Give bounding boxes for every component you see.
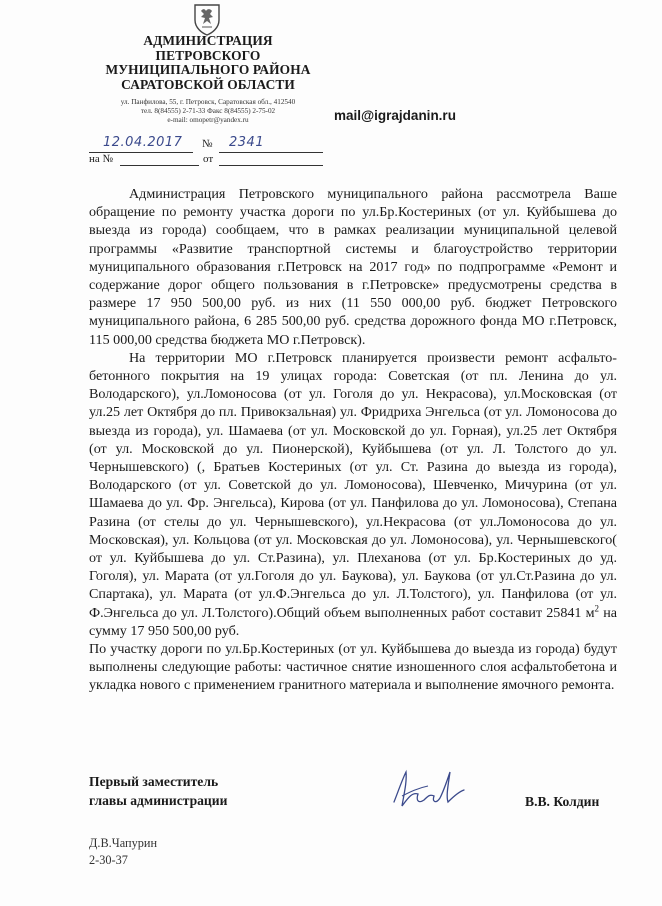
number-label: № — [202, 138, 213, 150]
number-handwritten: 2341 — [229, 135, 265, 150]
square-superscript: 2 — [594, 602, 600, 613]
executor-name: Д.В.Чапурин — [89, 836, 158, 850]
date-field — [89, 134, 193, 153]
streets-tail: на сумму 17 950 500,00 руб. — [89, 604, 617, 639]
executor-info — [89, 835, 157, 869]
coat-of-arms-icon — [190, 2, 224, 36]
org-name-line: МУНИЦИПАЛЬНОГО РАЙОНА — [105, 62, 311, 78]
ref-date-line — [219, 165, 323, 166]
streets-text: На территории МО г.Петровск планируется произвести ремонт асфальто-бетонного покрытия на 19 улицах города: Советская (от пл. Ленина до ул. Володарского), ул.Ломоносова (от ул. Гоголя до ул. Некрасова), ул.Московская (от ул.25 лет Октября до пл. Привокзальная) ул. Фридриха Энгельса (от ул. Ломоносова до выезда из города), ул. Шамаева (от ул. Московской до ул. Горная), ул.25 лет Октября (от ул. Московской до ул. Пионерской), Куйбышева (от ул. Л. Толстого до ул. Чернышевского) (, Братьев Костериных (от ул. Ст. Разина до выезда из города), Володарского (от ул. Советской до ул. Ломоносова), Шевченко, Мичурина (от ул. Шамаева до ул. Фр. Энгельса), Кирова (от ул. Панфилова до ул. Ломоносова), Степана Разина (от стелы до ул. Чернышевского), ул.Некрасова (от ул.Ломоносова до ул. Московская), ул. Кольцова (от ул. Московская до ул. Ломоносова), ул. Чернышевского( от ул. Куйбышева до ул. Ст.Разина), ул. Плеханова (от ул. Бр.Костериных до уд. Гоголя), ул. Марата (от ул.Гоголя до ул. Баукова), ул. Баукова (от ул.Ст.Разина до ул. Спартака), ул. Марата (от ул.Ф.Энгельса до ул. Л.Толстого), ул. Панфилова (от ул. Ф.Энгельса до ул. Л.Толстого).Общий объем выполненных работ составит 25841 м — [89, 349, 617, 621]
ref-number-line — [120, 165, 199, 166]
paragraph-works: По участку дороги по ул.Бр.Костериных (от ул. Куйбышева до выезда из города) будут выполнены следующие работы: частичное снятие изношенного слоя асфальтобетона и укладка нового с применением гранитного материала и выполнение ямочного ремонта. — [89, 641, 617, 694]
letter-body — [89, 185, 617, 695]
signer-position — [89, 772, 227, 810]
email-line: e-mail: omopetr@yandex.ru — [167, 116, 249, 124]
org-name-line: САРАТОВСКОЙ ОБЛАСТИ — [121, 76, 295, 92]
executor-phone: 2-30-37 — [89, 853, 128, 867]
organization-name — [88, 34, 328, 92]
ref-date-label: от — [203, 153, 214, 165]
signer-title-line: главы администрации — [89, 793, 228, 808]
organization-address — [88, 98, 328, 125]
handwritten-signature — [388, 762, 468, 816]
signer-title-line: Первый заместитель — [89, 774, 219, 789]
phone-fax-line: тел. 8(84555) 2-71-33 Факс 8(84555) 2-75-02 — [140, 107, 276, 115]
date-handwritten: 12.04.2017 — [103, 135, 183, 150]
paragraph-streets — [89, 349, 617, 640]
org-name-line: АДМИНИСТРАЦИЯ — [143, 33, 273, 48]
paragraph-budget: Администрация Петровского муниципального района рассмотрела Ваше обращение по ремонту участка дороги по ул.Бр.Костериных (от ул. Куйбышева до выезда из города) сообщаем, что в рамках реализации муниципальной целевой программы «Развитие транспортной системы и благоустройство территории муниципального образования г.Петровск на 2017 год» по подпрограмме «Ремонт и содержание дорог общего пользования в г.Петровске» предусмотрены средства в размере 17 950 500,00 руб. из них (11 550 000,00 руб. бюджет Петровского муниципального района, 6 285 500,00 руб. средства дорожного фонда МО г.Петровск, 115 000,00 средства бюджета МО г.Петровск). — [89, 186, 617, 348]
ref-number-label: на № — [89, 153, 114, 165]
number-field — [219, 134, 323, 153]
signer-name: В.В. Колдин — [525, 794, 600, 809]
address-line: ул. Панфилова, 55, г. Петровск, Саратовская обл., 412540 — [120, 98, 296, 106]
org-name-line: ПЕТРОВСКОГО — [155, 47, 261, 63]
recipient-email: mail@igrajdanin.ru — [334, 108, 456, 123]
